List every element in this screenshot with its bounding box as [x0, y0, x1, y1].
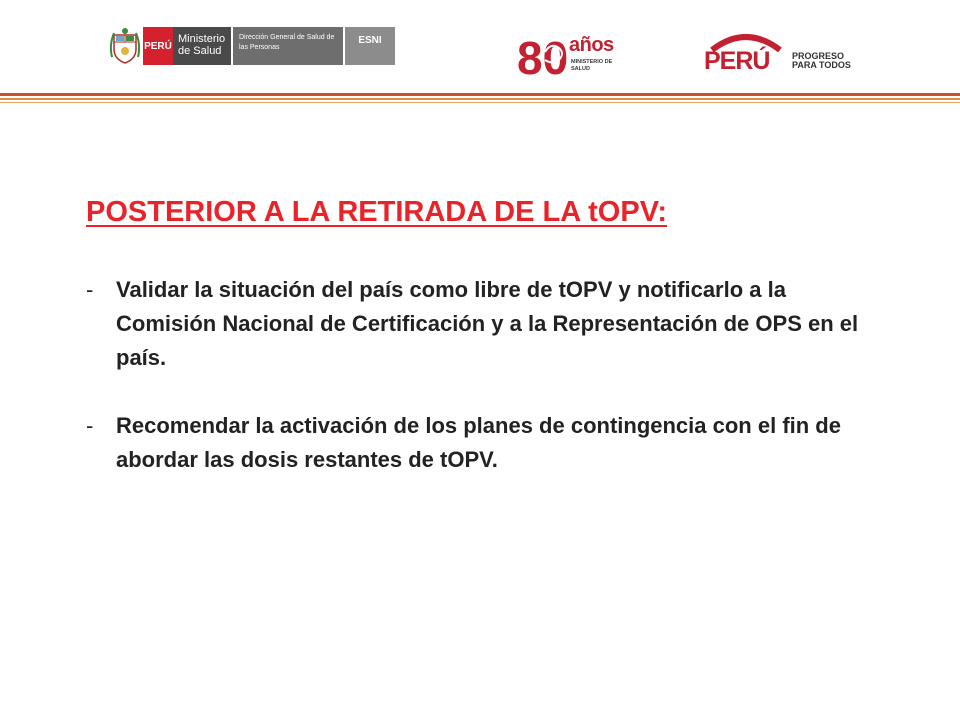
- anniversary-number: 80: [517, 32, 569, 84]
- minsa-banner: [110, 27, 395, 65]
- bullet-marker: -: [86, 413, 94, 438]
- anniversary-subtitle: MINISTERIO DE SALUD: [571, 59, 613, 72]
- 80-anos-logo: [515, 30, 625, 84]
- list-item: [86, 273, 886, 375]
- bullet-text: Validar la situación del país como libre de tOPV y notificarlo a la Comisión Nacional de Certificación y a la Representación de OPS en el país.: [116, 277, 859, 370]
- esni-label: ESNI: [345, 27, 395, 65]
- direction-name: Dirección General de Salud de las Personas: [233, 27, 343, 65]
- header-rule: [0, 98, 960, 100]
- government-slogan: PROGRESO PARA TODOS: [792, 51, 851, 70]
- ministry-name: Ministerio de Salud: [173, 27, 231, 65]
- coat-of-arms-icon: [110, 27, 140, 65]
- peru-wordmark: PERÚ: [704, 47, 770, 75]
- anniversary-word: años: [569, 34, 614, 56]
- slide-title: POSTERIOR A LA RETIRADA DE LA tOPV:: [86, 196, 668, 228]
- bullet-list: [86, 273, 886, 511]
- list-item: [86, 409, 886, 477]
- slide-header: [0, 0, 960, 108]
- peru-progreso-logo: [704, 30, 874, 76]
- bullet-marker: -: [86, 277, 94, 302]
- eighty-numeral-icon: [515, 30, 575, 84]
- header-rule: [0, 93, 960, 96]
- header-rule: [0, 102, 960, 103]
- bullet-text: Recomendar la activación de los planes de contingencia con el fin de abordar las dosis restantes de tOPV.: [116, 413, 841, 472]
- peru-label: PERÚ: [143, 27, 173, 65]
